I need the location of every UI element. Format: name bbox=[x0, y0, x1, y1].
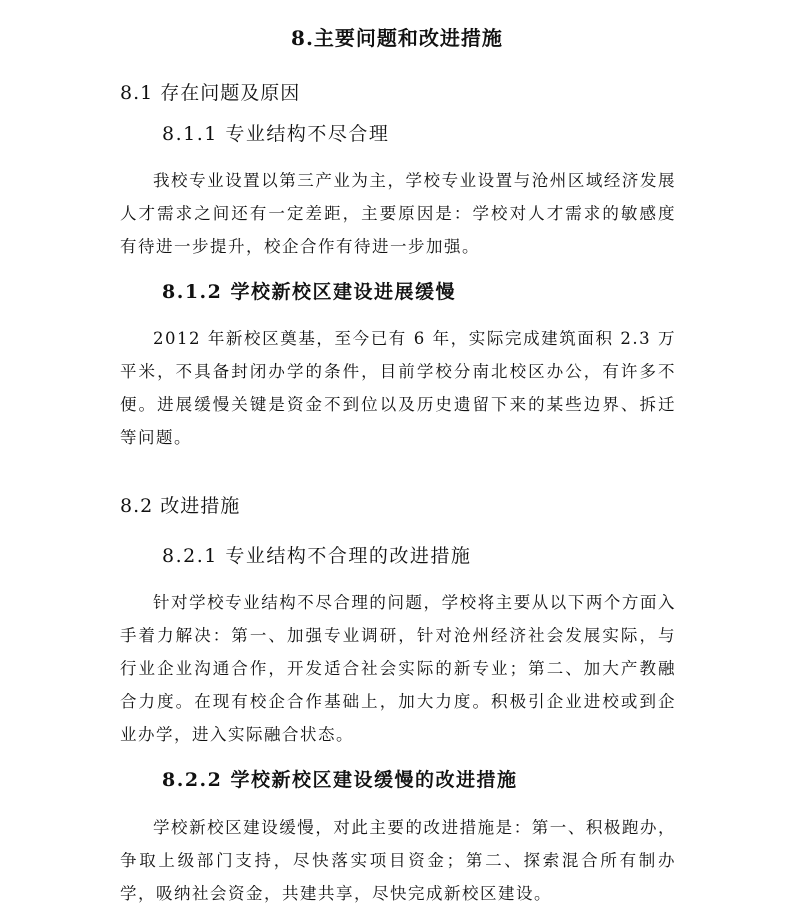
document-title: 8.主要问题和改进措施 bbox=[291, 26, 503, 50]
section-8-2-1-paragraph: 针对学校专业结构不尽合理的问题，学校将主要从以下两个方面入手着力解决：第一、加强专业调研，针对沧州经济社会发展实际，与行业企业沟通合作，开发适合社会实际的新专业；第二、加大产教融合力度。在现有校企合作基础上，加大力度。积极引企业进校或到企业办学，进入实际融合状态。 bbox=[120, 593, 676, 744]
section-8-2-1-heading: 8.2.1 专业结构不合理的改进措施 bbox=[162, 545, 472, 567]
section-8-1-1-paragraph: 我校专业设置以第三产业为主，学校专业设置与沧州区域经济发展人才需求之间还有一定差距，主要原因是：学校对人才需求的敏感度有待进一步提升，校企合作有待进一步加强。 bbox=[120, 171, 676, 256]
section-8-1-heading: 8.1 存在问题及原因 bbox=[120, 82, 301, 104]
section-8-1-2-paragraph: 2012 年新校区奠基，至今已有 6 年，实际完成建筑面积 2.3 万平米，不具备封闭办学的条件，目前学校分南北校区办公，有许多不便。进展缓慢关键是资金不到位以及历史遗留下来的某些边界、拆迁等问题。 bbox=[120, 329, 676, 447]
section-8-2-2-heading: 8.2.2 学校新校区建设缓慢的改进措施 bbox=[162, 769, 518, 791]
section-8-1-1-heading: 8.1.1 专业结构不尽合理 bbox=[162, 123, 390, 145]
section-8-2-heading: 8.2 改进措施 bbox=[120, 495, 241, 517]
section-8-1-2-heading: 8.1.2 学校新校区建设进展缓慢 bbox=[162, 281, 457, 303]
section-8-2-2-paragraph: 学校新校区建设缓慢，对此主要的改进措施是：第一、积极跑办，争取上级部门支持，尽快落实项目资金；第二、探索混合所有制办学，吸纳社会资金，共建共享，尽快完成新校区建设。 bbox=[120, 818, 676, 903]
